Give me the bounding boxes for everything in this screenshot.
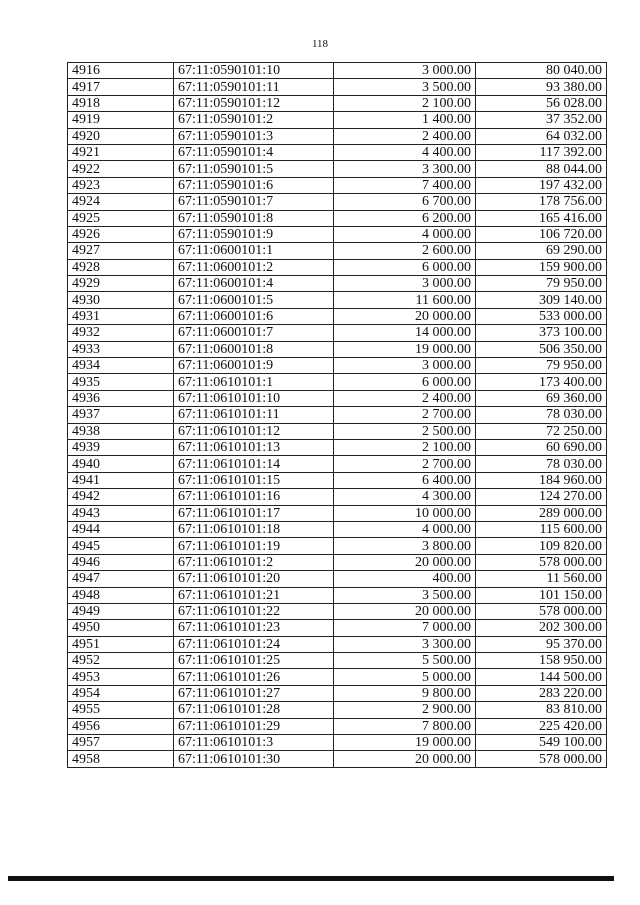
page-number: 118: [311, 38, 329, 50]
table-row: [68, 276, 607, 292]
row-number-cell: 4933: [68, 341, 174, 357]
cadastral-number-cell: 67:11:0610101:3: [174, 735, 334, 751]
cadastral-number-cell: 67:11:0600101:4: [174, 276, 334, 292]
cadastral-number-cell: 67:11:0600101:2: [174, 259, 334, 275]
area-cell: 400.00: [334, 571, 476, 587]
cadastral-number-cell: 67:11:0610101:27: [174, 685, 334, 701]
cadastral-number-cell: 67:11:0610101:13: [174, 439, 334, 455]
row-number-cell: 4920: [68, 128, 174, 144]
table-row: [68, 472, 607, 488]
row-number-cell: 4939: [68, 439, 174, 455]
row-number-cell: 4943: [68, 505, 174, 521]
row-number-cell: 4954: [68, 685, 174, 701]
table-row: [68, 390, 607, 406]
table-row: [68, 653, 607, 669]
value-cell: 165 416.00: [476, 210, 607, 226]
value-cell: 117 392.00: [476, 144, 607, 160]
value-cell: 578 000.00: [476, 554, 607, 570]
cadastral-number-cell: 67:11:0600101:1: [174, 243, 334, 259]
value-cell: 533 000.00: [476, 308, 607, 324]
row-number-cell: 4945: [68, 538, 174, 554]
area-cell: 4 300.00: [334, 489, 476, 505]
cadastral-number-cell: 67:11:0610101:25: [174, 653, 334, 669]
row-number-cell: 4940: [68, 456, 174, 472]
value-cell: 158 950.00: [476, 653, 607, 669]
table-row: [68, 292, 607, 308]
cadastral-number-cell: 67:11:0610101:19: [174, 538, 334, 554]
cadastral-number-cell: 67:11:0600101:8: [174, 341, 334, 357]
cadastral-number-cell: 67:11:0600101:9: [174, 358, 334, 374]
cadastral-number-cell: 67:11:0610101:22: [174, 603, 334, 619]
cadastral-number-cell: 67:11:0610101:23: [174, 620, 334, 636]
row-number-cell: 4937: [68, 407, 174, 423]
row-number-cell: 4950: [68, 620, 174, 636]
value-cell: 178 756.00: [476, 194, 607, 210]
table-row: [68, 685, 607, 701]
table-row: [68, 128, 607, 144]
value-cell: 159 900.00: [476, 259, 607, 275]
cadastral-number-cell: 67:11:0610101:1: [174, 374, 334, 390]
area-cell: 7 400.00: [334, 177, 476, 193]
value-cell: 289 000.00: [476, 505, 607, 521]
row-number-cell: 4922: [68, 161, 174, 177]
row-number-cell: 4938: [68, 423, 174, 439]
value-cell: 578 000.00: [476, 751, 607, 767]
area-cell: 11 600.00: [334, 292, 476, 308]
row-number-cell: 4957: [68, 735, 174, 751]
area-cell: 9 800.00: [334, 685, 476, 701]
value-cell: 578 000.00: [476, 603, 607, 619]
row-number-cell: 4921: [68, 144, 174, 160]
cadastral-number-cell: 67:11:0590101:7: [174, 194, 334, 210]
row-number-cell: 4942: [68, 489, 174, 505]
table-row: [68, 571, 607, 587]
table-row: [68, 603, 607, 619]
area-cell: 2 600.00: [334, 243, 476, 259]
table-row: [68, 144, 607, 160]
area-cell: 6 400.00: [334, 472, 476, 488]
row-number-cell: 4925: [68, 210, 174, 226]
table-row: [68, 210, 607, 226]
table-row: [68, 308, 607, 324]
row-number-cell: 4924: [68, 194, 174, 210]
value-cell: 69 290.00: [476, 243, 607, 259]
table-row: [68, 259, 607, 275]
row-number-cell: 4917: [68, 79, 174, 95]
area-cell: 2 500.00: [334, 423, 476, 439]
area-cell: 3 300.00: [334, 161, 476, 177]
table-row: [68, 456, 607, 472]
value-cell: 37 352.00: [476, 112, 607, 128]
cadastral-number-cell: 67:11:0610101:30: [174, 751, 334, 767]
cadastral-number-cell: 67:11:0610101:16: [174, 489, 334, 505]
table-row: [68, 538, 607, 554]
cadastral-number-cell: 67:11:0610101:2: [174, 554, 334, 570]
table-row: [68, 735, 607, 751]
cadastral-number-cell: 67:11:0610101:29: [174, 718, 334, 734]
table-row: [68, 226, 607, 242]
value-cell: 109 820.00: [476, 538, 607, 554]
value-cell: 202 300.00: [476, 620, 607, 636]
cadastral-number-cell: 67:11:0610101:28: [174, 702, 334, 718]
cadastral-number-cell: 67:11:0590101:8: [174, 210, 334, 226]
area-cell: 3 000.00: [334, 276, 476, 292]
cadastral-number-cell: 67:11:0600101:5: [174, 292, 334, 308]
cadastral-number-cell: 67:11:0590101:4: [174, 144, 334, 160]
table-row: [68, 718, 607, 734]
area-cell: 4 400.00: [334, 144, 476, 160]
area-cell: 19 000.00: [334, 735, 476, 751]
cadastral-number-cell: 67:11:0610101:12: [174, 423, 334, 439]
area-cell: 5 000.00: [334, 669, 476, 685]
cadastral-number-cell: 67:11:0590101:11: [174, 79, 334, 95]
table-row: [68, 620, 607, 636]
cadastral-number-cell: 67:11:0610101:15: [174, 472, 334, 488]
area-cell: 4 000.00: [334, 226, 476, 242]
value-cell: 78 030.00: [476, 407, 607, 423]
area-cell: 20 000.00: [334, 603, 476, 619]
table-row: [68, 521, 607, 537]
value-cell: 79 950.00: [476, 358, 607, 374]
table-row: [68, 325, 607, 341]
table-row: [68, 63, 607, 79]
area-cell: 14 000.00: [334, 325, 476, 341]
value-cell: 106 720.00: [476, 226, 607, 242]
row-number-cell: 4949: [68, 603, 174, 619]
area-cell: 20 000.00: [334, 554, 476, 570]
value-cell: 69 360.00: [476, 390, 607, 406]
area-cell: 7 800.00: [334, 718, 476, 734]
area-cell: 19 000.00: [334, 341, 476, 357]
bottom-divider: [8, 876, 614, 881]
area-cell: 6 000.00: [334, 259, 476, 275]
value-cell: 549 100.00: [476, 735, 607, 751]
table-row: [68, 423, 607, 439]
cadastral-number-cell: 67:11:0610101:26: [174, 669, 334, 685]
row-number-cell: 4919: [68, 112, 174, 128]
table-row: [68, 161, 607, 177]
row-number-cell: 4956: [68, 718, 174, 734]
value-cell: 72 250.00: [476, 423, 607, 439]
cadastral-number-cell: 67:11:0610101:24: [174, 636, 334, 652]
value-cell: 225 420.00: [476, 718, 607, 734]
cadastral-number-cell: 67:11:0610101:17: [174, 505, 334, 521]
table-row: [68, 587, 607, 603]
area-cell: 5 500.00: [334, 653, 476, 669]
table-row: [68, 341, 607, 357]
cadastral-number-cell: 67:11:0590101:6: [174, 177, 334, 193]
row-number-cell: 4927: [68, 243, 174, 259]
row-number-cell: 4931: [68, 308, 174, 324]
area-cell: 20 000.00: [334, 751, 476, 767]
parcel-table: [67, 62, 607, 768]
value-cell: 373 100.00: [476, 325, 607, 341]
value-cell: 506 350.00: [476, 341, 607, 357]
cadastral-number-cell: 67:11:0590101:2: [174, 112, 334, 128]
table-row: [68, 358, 607, 374]
value-cell: 283 220.00: [476, 685, 607, 701]
area-cell: 6 700.00: [334, 194, 476, 210]
value-cell: 124 270.00: [476, 489, 607, 505]
row-number-cell: 4955: [68, 702, 174, 718]
value-cell: 101 150.00: [476, 587, 607, 603]
area-cell: 3 500.00: [334, 587, 476, 603]
table-row: [68, 636, 607, 652]
table-row: [68, 505, 607, 521]
row-number-cell: 4923: [68, 177, 174, 193]
value-cell: 144 500.00: [476, 669, 607, 685]
area-cell: 6 200.00: [334, 210, 476, 226]
row-number-cell: 4952: [68, 653, 174, 669]
table-row: [68, 407, 607, 423]
table-row: [68, 439, 607, 455]
value-cell: 95 370.00: [476, 636, 607, 652]
value-cell: 60 690.00: [476, 439, 607, 455]
cadastral-number-cell: 67:11:0610101:21: [174, 587, 334, 603]
cadastral-number-cell: 67:11:0590101:5: [174, 161, 334, 177]
table-row: [68, 112, 607, 128]
area-cell: 2 100.00: [334, 95, 476, 111]
area-cell: 2 700.00: [334, 407, 476, 423]
cadastral-number-cell: 67:11:0590101:3: [174, 128, 334, 144]
row-number-cell: 4935: [68, 374, 174, 390]
row-number-cell: 4930: [68, 292, 174, 308]
table-row: [68, 554, 607, 570]
value-cell: 56 028.00: [476, 95, 607, 111]
area-cell: 3 300.00: [334, 636, 476, 652]
row-number-cell: 4928: [68, 259, 174, 275]
value-cell: 11 560.00: [476, 571, 607, 587]
cadastral-number-cell: 67:11:0600101:6: [174, 308, 334, 324]
area-cell: 3 000.00: [334, 63, 476, 79]
row-number-cell: 4934: [68, 358, 174, 374]
area-cell: 2 900.00: [334, 702, 476, 718]
area-cell: 2 400.00: [334, 390, 476, 406]
cadastral-number-cell: 67:11:0610101:14: [174, 456, 334, 472]
row-number-cell: 4946: [68, 554, 174, 570]
row-number-cell: 4929: [68, 276, 174, 292]
area-cell: 4 000.00: [334, 521, 476, 537]
value-cell: 78 030.00: [476, 456, 607, 472]
parcel-table-body: [68, 63, 607, 768]
table-row: [68, 702, 607, 718]
table-row: [68, 374, 607, 390]
cadastral-number-cell: 67:11:0610101:20: [174, 571, 334, 587]
cadastral-number-cell: 67:11:0590101:12: [174, 95, 334, 111]
value-cell: 309 140.00: [476, 292, 607, 308]
value-cell: 88 044.00: [476, 161, 607, 177]
row-number-cell: 4953: [68, 669, 174, 685]
value-cell: 115 600.00: [476, 521, 607, 537]
value-cell: 64 032.00: [476, 128, 607, 144]
table-row: [68, 243, 607, 259]
table-row: [68, 95, 607, 111]
area-cell: 10 000.00: [334, 505, 476, 521]
area-cell: 3 800.00: [334, 538, 476, 554]
row-number-cell: 4951: [68, 636, 174, 652]
area-cell: 3 500.00: [334, 79, 476, 95]
value-cell: 79 950.00: [476, 276, 607, 292]
cadastral-number-cell: 67:11:0610101:18: [174, 521, 334, 537]
table-row: [68, 669, 607, 685]
row-number-cell: 4936: [68, 390, 174, 406]
value-cell: 184 960.00: [476, 472, 607, 488]
cadastral-number-cell: 67:11:0590101:9: [174, 226, 334, 242]
value-cell: 80 040.00: [476, 63, 607, 79]
row-number-cell: 4926: [68, 226, 174, 242]
row-number-cell: 4948: [68, 587, 174, 603]
area-cell: 6 000.00: [334, 374, 476, 390]
table-row: [68, 194, 607, 210]
area-cell: 2 100.00: [334, 439, 476, 455]
value-cell: 173 400.00: [476, 374, 607, 390]
area-cell: 7 000.00: [334, 620, 476, 636]
table-row: [68, 177, 607, 193]
cadastral-number-cell: 67:11:0610101:10: [174, 390, 334, 406]
value-cell: 93 380.00: [476, 79, 607, 95]
value-cell: 197 432.00: [476, 177, 607, 193]
area-cell: 2 700.00: [334, 456, 476, 472]
table-row: [68, 751, 607, 767]
area-cell: 2 400.00: [334, 128, 476, 144]
row-number-cell: 4947: [68, 571, 174, 587]
row-number-cell: 4932: [68, 325, 174, 341]
table-row: [68, 489, 607, 505]
row-number-cell: 4958: [68, 751, 174, 767]
cadastral-number-cell: 67:11:0610101:11: [174, 407, 334, 423]
cadastral-number-cell: 67:11:0600101:7: [174, 325, 334, 341]
row-number-cell: 4941: [68, 472, 174, 488]
row-number-cell: 4944: [68, 521, 174, 537]
cadastral-number-cell: 67:11:0590101:10: [174, 63, 334, 79]
row-number-cell: 4918: [68, 95, 174, 111]
table-row: [68, 79, 607, 95]
area-cell: 20 000.00: [334, 308, 476, 324]
value-cell: 83 810.00: [476, 702, 607, 718]
row-number-cell: 4916: [68, 63, 174, 79]
area-cell: 3 000.00: [334, 358, 476, 374]
area-cell: 1 400.00: [334, 112, 476, 128]
